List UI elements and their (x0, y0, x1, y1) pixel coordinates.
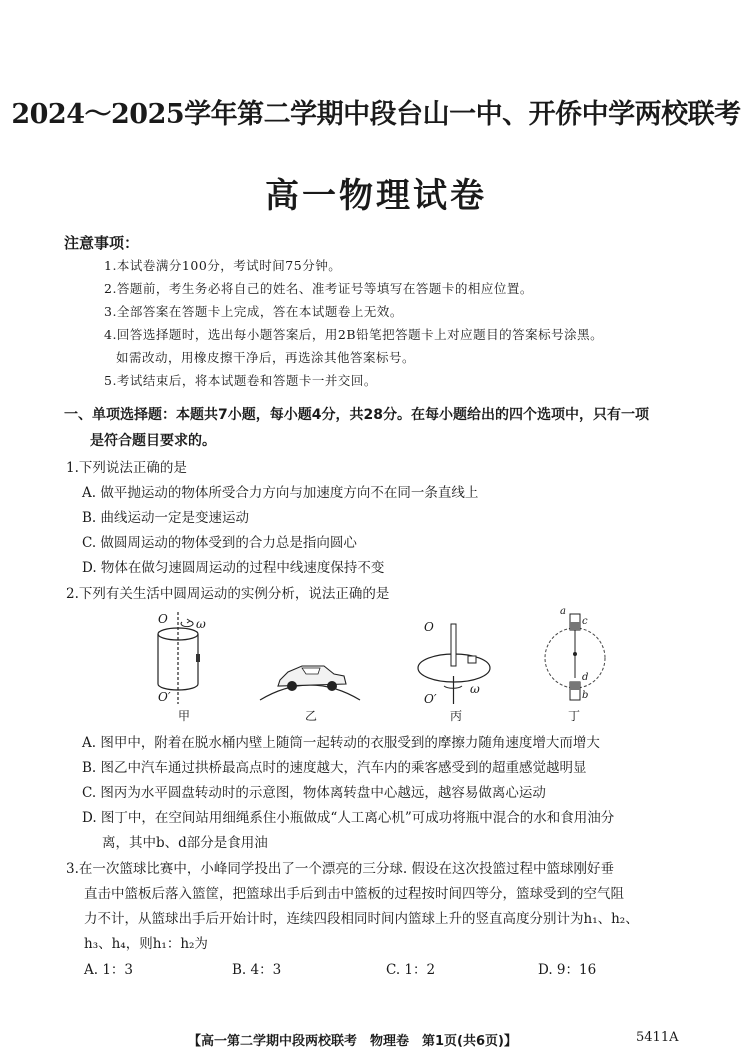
figure-bing-label-o: O (424, 620, 434, 634)
notice-item-2: 2.答题前，考生务必将自己的姓名、准考证号等填写在答题卡的相应位置。 (104, 281, 533, 296)
question-2-stem: 2.下列有关生活中圆周运动的实例分析，说法正确的是 (66, 586, 390, 602)
question-2-option-b: B. 图乙中汽车通过拱桥最高点时的速度越大，汽车内的乘客感受到的超重感觉越明显 (82, 760, 587, 776)
figure-bing-omega: ω (470, 682, 480, 696)
question-3-option-c: C. 1：2 (386, 962, 436, 978)
question-2-option-d: D. 图丁中，在空间站用细绳系住小瓶做成“人工离心机”可成功将瓶中混合的水和食用油分 (82, 810, 615, 826)
notice-heading: 注意事项： (64, 234, 140, 252)
exam-header-title: 2024～2025学年第二学期中段台山一中、开侨中学两校联考 (11, 99, 741, 130)
notice-item-5: 5.考试结束后，将本试题卷和答题卡一并交回。 (104, 373, 377, 388)
figure-ding-label-a: a (560, 606, 566, 617)
question-1-stem: 1.下列说法正确的是 (66, 460, 187, 476)
question-3-option-a: A. 1：3 (84, 962, 134, 978)
question-1-option-c: C. 做圆周运动的物体受到的合力总是指向圆心 (82, 535, 357, 551)
question-3-line-1: 3.在一次篮球比赛中，小峰同学投出了一个漂亮的三分球. 假设在这次投篮过程中篮球刚好垂 (66, 861, 614, 877)
figure-jia-label-o: O (158, 612, 168, 626)
figure-yi-caption: 乙 (305, 709, 318, 723)
section-heading-line1: 一、单项选择题：本题共7小题，每小题4分，共28分。在每小题给出的四个选项中，只有一项 (64, 407, 649, 423)
question-1-option-b: B. 曲线运动一定是变速运动 (82, 510, 250, 526)
figure-bing-label-oprime: O′ (424, 692, 437, 706)
section-heading-line2: 是符合题目要求的。 (90, 433, 216, 449)
question-3-line-2: 直击中篮板后落入篮筐，把篮球出手后到击中篮板的过程按时间四等分，篮球受到的空气阻 (84, 886, 624, 902)
figure-bing-caption: 丙 (450, 709, 463, 723)
question-2-option-d-cont: 离，其中b、d部分是食用油 (102, 835, 268, 851)
figure-jia-caption: 甲 (178, 709, 191, 723)
question-2-option-a: A. 图甲中，附着在脱水桶内壁上随筒一起转动的衣服受到的摩擦力随角速度增大而增大 (82, 735, 600, 751)
figure-ding-label-d: d (582, 672, 589, 683)
figure-jia-label-oprime: O′ (158, 690, 171, 704)
question-3-option-d: D. 9：16 (538, 962, 597, 978)
notice-item-4: 4.回答选择题时，选出每小题答案后，用2B铅笔把答题卡上对应题目的答案标号涂黑。 (104, 327, 604, 342)
notice-item-1: 1.本试卷满分100分，考试时间75分钟。 (104, 258, 342, 273)
exam-subject-title: 高一物理试卷 (265, 176, 487, 216)
figure-jia-omega: ω (196, 617, 206, 631)
question-3-line-4: h₃、h₄，则h₁：h₂为 (84, 936, 208, 952)
figure-ding-label-b: b (582, 690, 589, 701)
question-3-option-b: B. 4：3 (232, 962, 282, 978)
question-1-option-a: A. 做平抛运动的物体所受合力方向与加速度方向不在同一条直线上 (82, 485, 479, 501)
question-3-line-3: 力不计，从篮球出手后开始计时，连续四段相同时间内篮球上升的竖直高度分别计为h₁、h₂、 (84, 911, 639, 927)
figure-ding-label-c: c (582, 616, 588, 627)
figure-ding-centrifuge (542, 610, 608, 706)
paper-code: 5411A (636, 1030, 679, 1045)
notice-item-4-cont: 如需改动，用橡皮擦干净后，再选涂其他答案标号。 (116, 350, 416, 365)
page-footer: 【高一第二学期中段两校联考 物理卷 第1页(共6页)】 (188, 1034, 517, 1049)
question-1-option-d: D. 物体在做匀速圆周运动的过程中线速度保持不变 (82, 560, 385, 576)
question-2-option-c: C. 图丙为水平圆盘转动时的示意图，物体离转盘中心越远，越容易做离心运动 (82, 785, 546, 801)
figure-ding-caption: 丁 (568, 709, 581, 723)
figure-yi-car-bridge (258, 652, 362, 702)
notice-item-3: 3.全部答案在答题卡上完成，答在本试题卷上无效。 (104, 304, 403, 319)
